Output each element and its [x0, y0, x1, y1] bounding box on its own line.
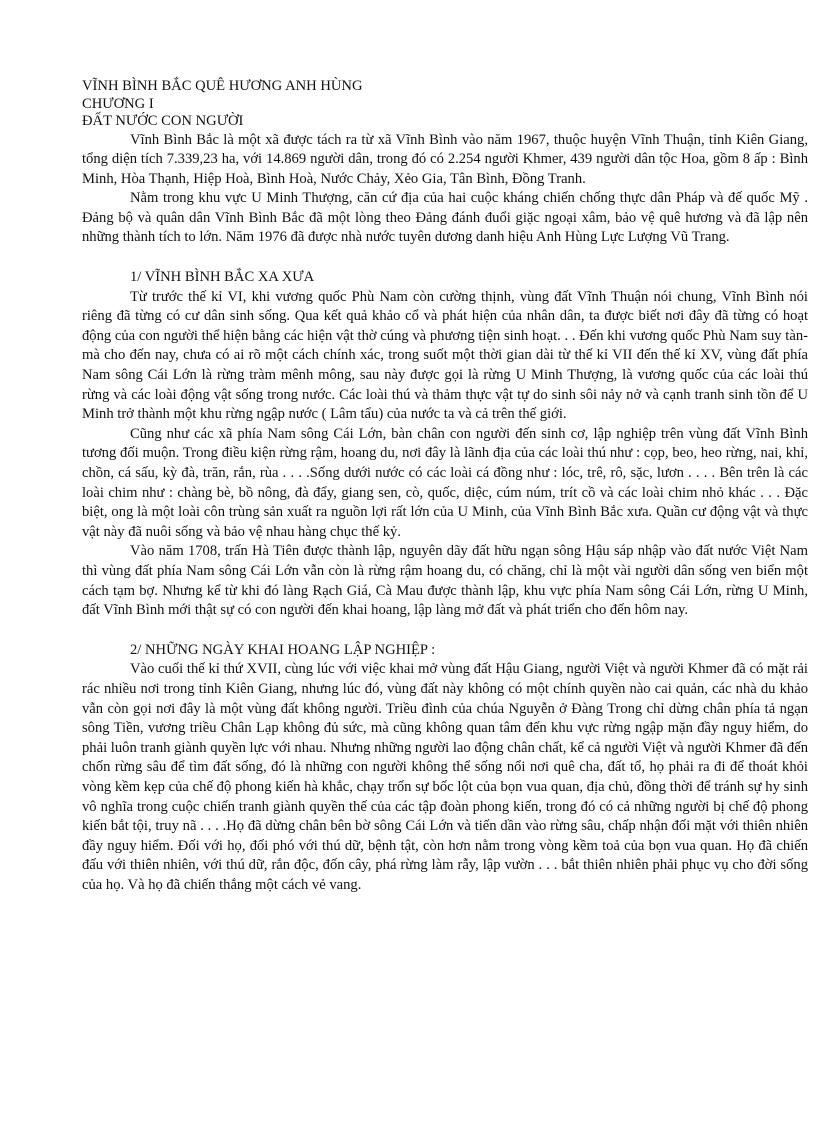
section-1-title: 1/ VĨNH BÌNH BẮC XA XƯA: [130, 269, 315, 286]
document-page: [82, 78, 808, 895]
chapter-title: ĐẤT NƯỚC CON NGƯỜI: [82, 113, 244, 129]
intro-paragraph: Vĩnh Bình Bắc là một xã được tách ra từ xã Vĩnh Bình vào năm 1967, thuộc huyện Vĩnh Thuận, tỉnh Kiên Giang, tổng diện tích 7.339,23 ha, với 14.869 người dân, trong đó có 2.254 người Khmer, 439 người dân tộc Hoa, gồm 8 ấp : Bình Minh, Hòa Thạnh, Hiệp Hoà, Bình Hoà, Nước Chảy, Xẻo Gia, Tân Bình, Đồng Tranh.: [82, 131, 808, 187]
section-1-paragraph: Cũng như các xã phía Nam sông Cái Lớn, bàn chân con người đến sinh cơ, lập nghiệp trên vùng đất Vĩnh Bình tương đối muộn. Trong điều kiện rừng rậm, hoang du, nơi đây là lãnh địa của các loài thú như : cọp, beo, heo rừng, nai, khỉ, chồn, cá sấu, kỳ đà, trăn, rắn, rùa . . . .Sống dưới nước có các loài cá đồng như : lóc, trê, rô, sặc, lươn . . . . Bên trên là các loài chim như : chàng bè, bồ nông, đà đẩy, giang sen, cò, quốc, diệc, cúm núm, trít cồ và các loài chim nhỏ khác . . . Đặc biệt, ong là một loài côn trùng sản xuất ra nguồn lợi rất lớn của U Minh, của Vĩnh Bình Bắc xưa. Quần cư động vật và thực vật này đã nuôi sống và bảo vệ nhau hàng chục thế kỷ.: [82, 425, 808, 540]
document-title: VĨNH BÌNH BẮC QUÊ HƯƠNG ANH HÙNG: [82, 78, 363, 94]
section-2-paragraph: Vào cuối thế kỉ thứ XVII, cùng lúc với việc khai mở vùng đất Hậu Giang, người Việt và người Khmer đã có mặt rải rác nhiều nơi trong tỉnh Kiên Giang, nhưng lúc đó, vùng đất này không có một chính quyền nào cai quản, các nhà du khảo vẫn còn gọi nơi đây là một vùng đất không người. Triều đình của chúa Nguyễn ở Đàng Trong chỉ dừng chân phía tả ngạn sông Tiền, vương triều Chân Lạp không đủ sức, mà cũng không quan tâm đến khu vực rừng ngập mặn đầy nguy hiểm, do phải luôn tranh giành quyền lực với nhau. Nhưng những người lao động chân chất, kể cả người Việt và người Khmer đã đến chốn rừng sâu để tìm đất sống, đó là những con người không thể sống nổi nơi quê cha, đất tổ, họ phải ra đi để thoát khỏi vòng kềm kẹp của chế độ phong kiến hà khắc, chạy trốn sự bốc lột của bọn vua quan, địa chủ, đồng thời để tránh sự hy sinh vô nghĩa trong cuộc chiến tranh giành quyền thế của các tập đoàn phong kiến, trong đó có cả những người bị chế độ phong kiến bắt tội, truy nã . . . .Họ đã dừng chân bên bờ sông Cái Lớn và tiến dần vào rừng sâu, chấp nhận đối mặt với thiên nhiên đầy nguy hiểm. Đối với họ, đối phó với thú dữ, bệnh tật, còn hơn nằm trong vòng kềm toả của bọn vua quan. Họ đã chiến đấu với thiên nhiên, với thú dữ, rắn độc, đốn cây, phá rừng làm rẫy, lập vườn . . . bắt thiên nhiên phải phục vụ cho đời sống của họ. Và họ đã chiến thắng một cách vẻ vang.: [82, 661, 808, 893]
section-1-paragraph: Từ trước thế kỉ VI, khi vương quốc Phù Nam còn cường thịnh, vùng đất Vĩnh Thuận nói chung, Vĩnh Bình nói riêng đã từng có cư dân sinh sống. Qua kết quả khảo cổ và phát hiện của nhân dân, ta được biết nơi đây đã từng có hoạt động của con người thể hiện bằng các hiện vật thờ cúng và phương tiện sinh hoạt. . . Đến khi vương quốc Phù Nam suy tàn- mà cho đến nay, chưa có ai rõ một cách chính xác, trong suốt một thời gian dài từ thế kỉ VII đến thế kỉ XV, vùng đất phía Nam sông Cái Lớn là rừng tràm mênh mông, sau này được gọi là rừng U Minh Thượng, là vương quốc của các loài thú rừng và các loài động vật sống trong nước. Các loài thú và thảm thực vật tự do sinh sôi nảy nở và cạnh tranh sinh tồn để U Minh trở thành một khu rừng ngập nước ( Lâm tẩu) của nước ta và cả trên thế giới.: [82, 288, 808, 423]
section-1-paragraph: Vào năm 1708, trấn Hà Tiên được thành lập, nguyên dãy đất hữu ngạn sông Hậu sáp nhập vào đất nước Việt Nam thì vùng đất phía Nam sông Cái Lớn vẫn còn là rừng rậm hoang du, có chăng, chỉ là một vài người dân sống ven biển một cách tạm bợ. Nhưng kể từ khi đó làng Rạch Giá, Cà Mau được thành lập, khu vực phía Nam sông Cái Lớn, rừng U Minh, đất Vĩnh Bình mới thật sự có con người đến khai hoang, lập làng mở đất và phát triển cho đến hôm nay.: [82, 543, 808, 619]
chapter-label: CHƯƠNG I: [82, 95, 154, 112]
spacer: [82, 621, 808, 641]
section-2-title: 2/ NHỮNG NGÀY KHAI HOANG LẬP NGHIỆP :: [130, 641, 436, 658]
intro-paragraph: Nằm trong khu vực U Minh Thượng, căn cứ địa của hai cuộc kháng chiến chống thực dân Pháp và đế quốc Mỹ . Đảng bộ và quân dân Vĩnh Bình Bắc đã một lòng theo Đảng đánh đuổi giặc ngoại xâm, bảo vệ quê hương và đã lập nên những thành tích to lớn. Năm 1976 đã được nhà nước tuyên dương danh hiệu Anh Hùng Lực Lượng Vũ Trang.: [82, 190, 808, 246]
spacer: [82, 248, 808, 268]
